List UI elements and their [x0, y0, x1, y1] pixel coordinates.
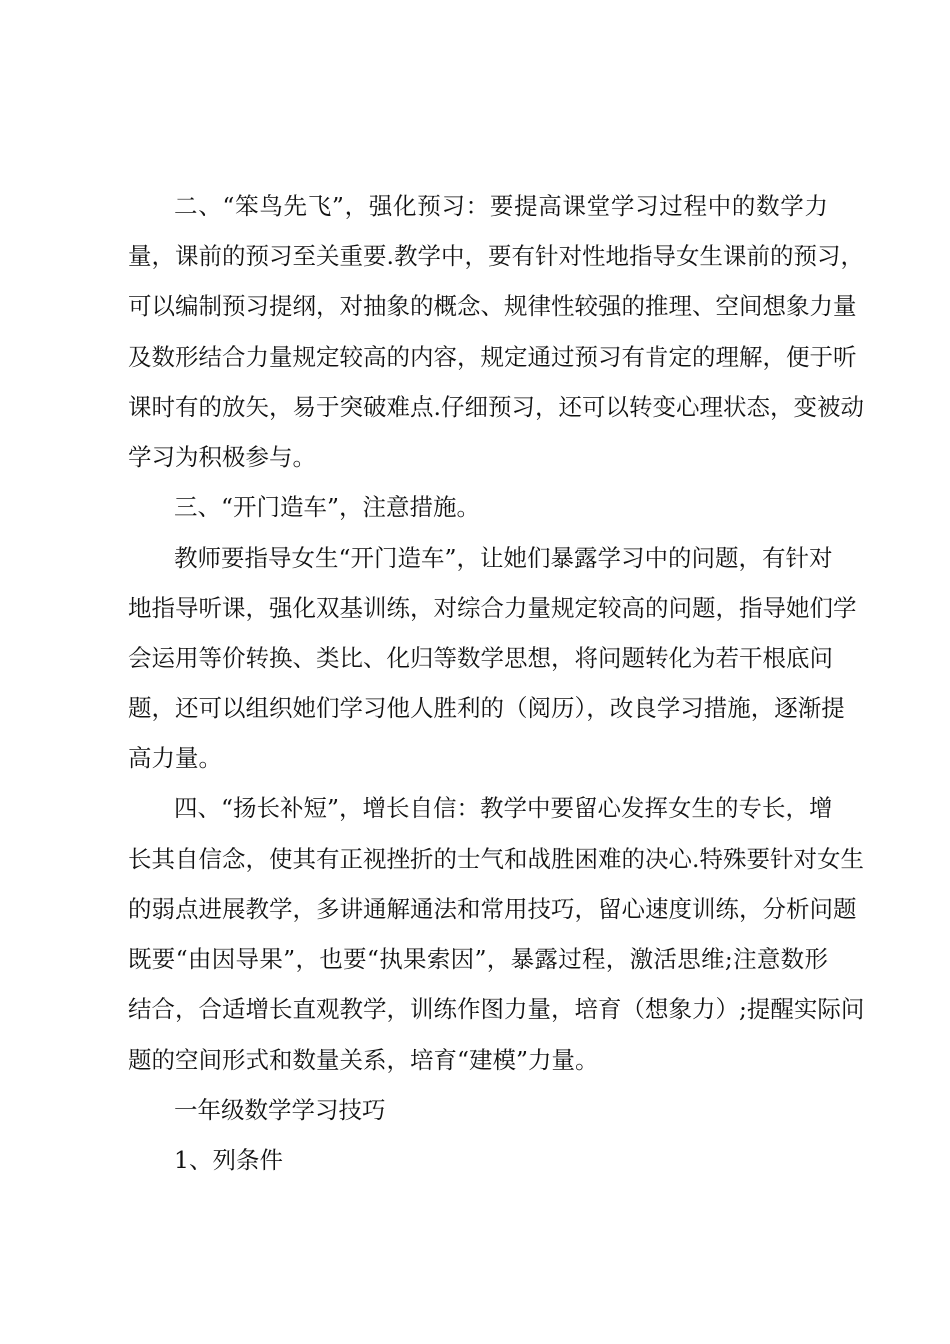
- paragraph-3-line-1: 教师要指导女生“开门造车”，让她们暴露学习中的问题，有针对: [174, 544, 833, 572]
- section-3-heading: 三、“开门造车”，注意措施。: [174, 493, 481, 521]
- paragraph-2-line-1: 二、“笨鸟先飞”，强化预习：要提高课堂学习过程中的数学力: [174, 192, 828, 220]
- paragraph-3-line-5: 高力量。: [128, 744, 222, 772]
- list-item-1: 1、列条件: [174, 1146, 283, 1174]
- paragraph-2-line-5: 课时有的放矢，易于突破难点.仔细预习，还可以转变心理状态，变被动: [128, 393, 864, 421]
- paragraph-3-line-2: 地指导听课，强化双基训练，对综合力量规定较高的问题，指导她们学: [128, 594, 857, 622]
- paragraph-2-line-3: 可以编制预习提纲，对抽象的概念、规律性较强的推理、空间想象力量: [128, 292, 857, 320]
- paragraph-2-line-6: 学习为积极参与。: [128, 443, 316, 471]
- section-title: 一年级数学学习技巧: [174, 1096, 386, 1124]
- paragraph-2-line-4: 及数形结合力量规定较高的内容，规定通过预习有肯定的理解，便于听: [128, 343, 857, 371]
- paragraph-3-line-3: 会运用等价转换、类比、化归等数学思想，将问题转化为若干根底问: [128, 644, 833, 672]
- paragraph-4-line-4: 既要“由因导果”，也要“执果索因”，暴露过程，激活思维;注意数形: [128, 945, 828, 973]
- paragraph-4-line-5: 结合，合适增长直观教学，训练作图力量，培育（想象力）;提醒实际问: [128, 995, 865, 1023]
- paragraph-4-line-2: 长其自信念，使其有正视挫折的士气和战胜困难的决心.特殊要针对女生: [128, 845, 864, 873]
- paragraph-2-line-2: 量，课前的预习至关重要.教学中，要有针对性地指导女生课前的预习，: [128, 242, 864, 270]
- paragraph-4-line-1: 四、“扬长补短”，增长自信：教学中要留心发挥女生的专长，增: [174, 794, 833, 822]
- paragraph-3-line-4: 题，还可以组织她们学习他人胜利的（阅历），改良学习措施，逐渐提: [128, 694, 845, 722]
- paragraph-4-line-3: 的弱点进展教学，多讲通解通法和常用技巧，留心速度训练，分析问题: [128, 895, 857, 923]
- paragraph-4-line-6: 题的空间形式和数量关系，培育“建模”力量。: [128, 1046, 599, 1074]
